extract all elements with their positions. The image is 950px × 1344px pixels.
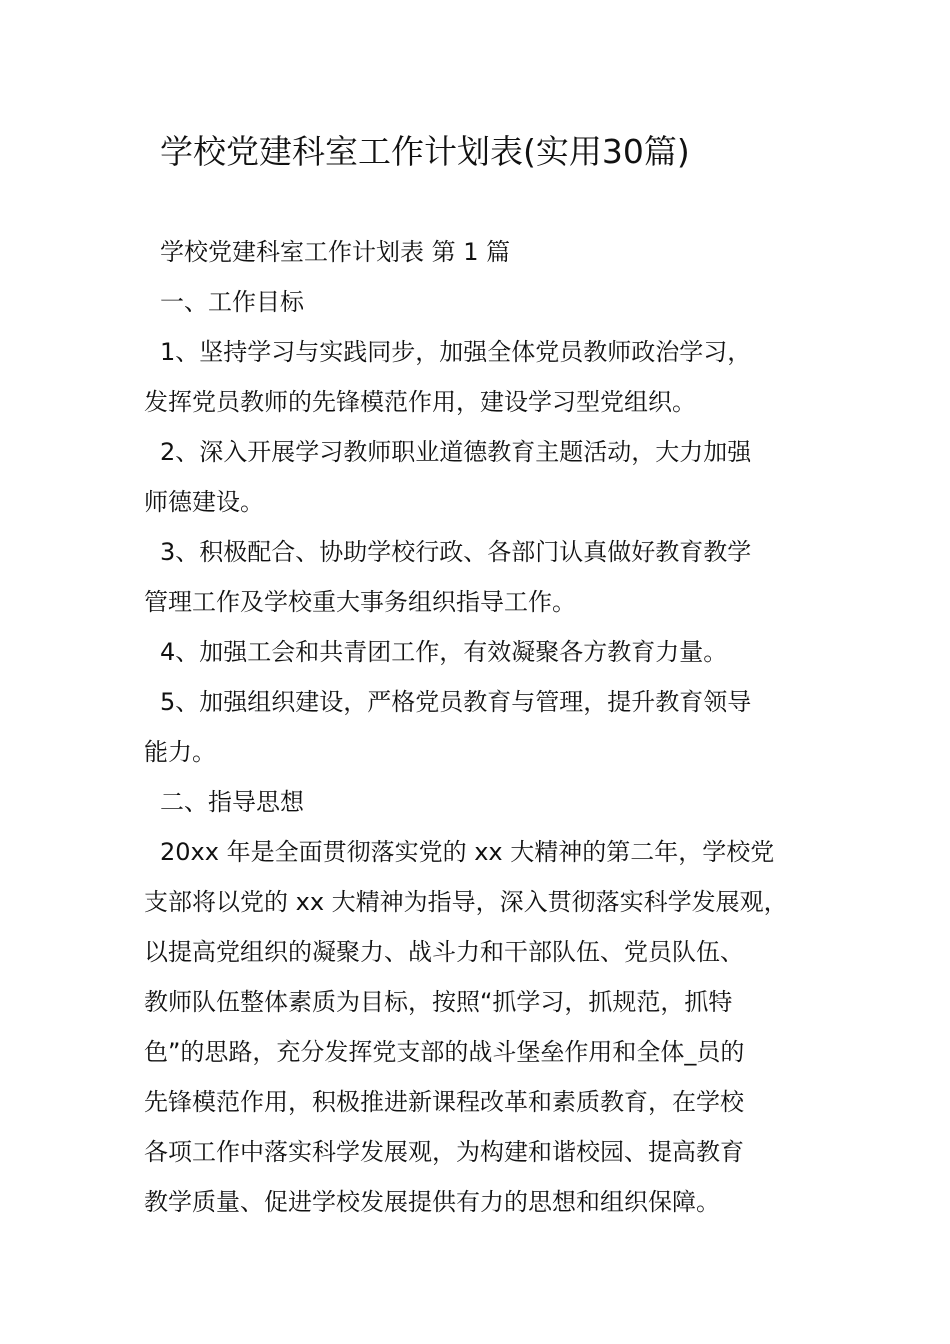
document-body bbox=[144, 227, 844, 1227]
text-line: 各项工作中落实科学发展观，为构建和谐校园、提高教育 bbox=[144, 1138, 744, 1166]
text-line: 20xx 年是全面贯彻落实党的 xx 大精神的第二年，学校党 bbox=[160, 838, 775, 866]
text-line: 色”的思路，充分发挥党支部的战斗堡垒作用和全体_员的 bbox=[144, 1038, 745, 1066]
text-line: 发挥党员教师的先锋模范作用，建设学习型党组织。 bbox=[144, 388, 696, 416]
subheading-goals: 一、工作目标 bbox=[160, 288, 304, 316]
text-line: 3、积极配合、协助学校行政、各部门认真做好教育教学 bbox=[160, 538, 752, 566]
text-line: 师德建设。 bbox=[144, 488, 264, 516]
document-title: 学校党建科室工作计划表(实用30篇) bbox=[160, 132, 690, 171]
text-line: 管理工作及学校重大事务组织指导工作。 bbox=[144, 588, 576, 616]
text-line: 教学质量、促进学校发展提供有力的思想和组织保障。 bbox=[144, 1188, 720, 1216]
text-line: 教师队伍整体素质为目标，按照“抓学习，抓规范，抓特 bbox=[144, 988, 733, 1016]
text-line: 2、深入开展学习教师职业道德教育主题活动，大力加强 bbox=[160, 438, 752, 466]
text-line: 先锋模范作用，积极推进新课程改革和素质教育，在学校 bbox=[144, 1088, 744, 1116]
text-line: 5、加强组织建设，严格党员教育与管理，提升教育领导 bbox=[160, 688, 752, 716]
text-line: 以提高党组织的凝聚力、战斗力和干部队伍、党员队伍、 bbox=[144, 938, 744, 966]
subheading-guiding-ideology: 二、指导思想 bbox=[160, 788, 304, 816]
text-line: 1、坚持学习与实践同步，加强全体党员教师政治学习， bbox=[160, 338, 752, 366]
text-line: 4、加强工会和共青团工作，有效凝聚各方教育力量。 bbox=[160, 638, 728, 666]
text-line: 支部将以党的 xx 大精神为指导，深入贯彻落实科学发展观， bbox=[144, 888, 788, 916]
section-heading: 学校党建科室工作计划表 第 1 篇 bbox=[160, 238, 511, 266]
text-line: 能力。 bbox=[144, 738, 216, 766]
